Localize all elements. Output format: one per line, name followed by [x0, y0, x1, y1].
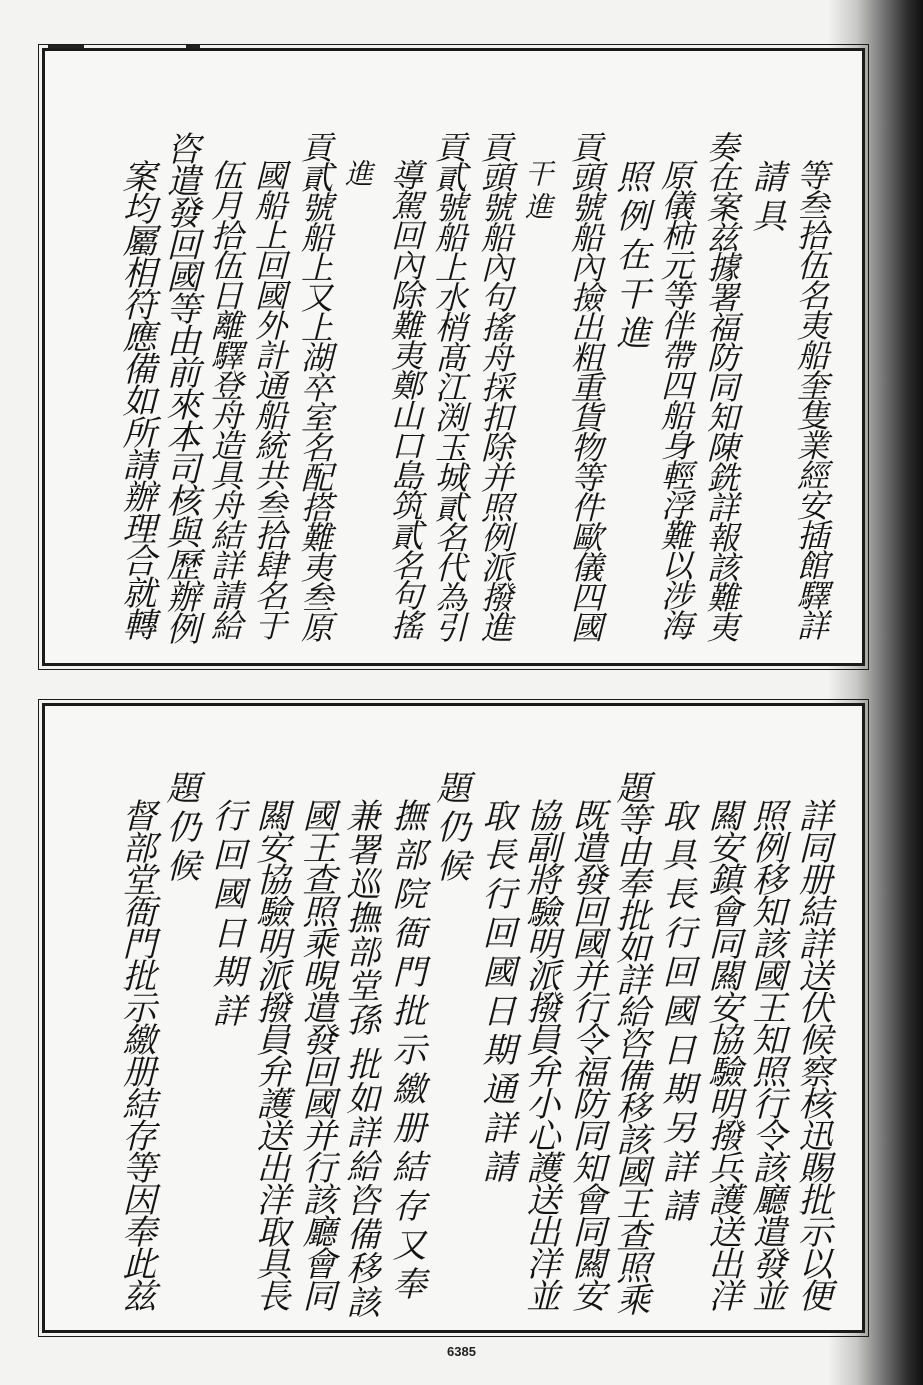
text-column: 題等由奉批如詳給咨備移該國王查照乘: [610, 770, 650, 1314]
text-column: 伍月拾伍日離驛登舟造具舟結詳請給: [206, 159, 244, 639]
text-column: 導駕回內除難夷鄭山口島筑貳名句搖: [386, 159, 424, 639]
text-column: 咨遣發回國等由前來本司核與歷辦例: [160, 131, 200, 643]
text-column: 撫部院衙門批示繳册結存又奉: [386, 798, 426, 1305]
text-column: 貢頭號船內句搖舟採扣除并照例派撥進: [476, 131, 514, 641]
bottom-text-panel: [42, 703, 865, 1333]
text-column: 督部堂衙門批示繳册結存等因奉此兹: [116, 798, 156, 1310]
text-column: 等叁拾伍名夷船奎隻業經安插館驛詳: [792, 159, 830, 639]
text-column: 貢貳號船上又上湖卒室名配搭難夷叁原: [296, 131, 334, 641]
text-column: 兼署巡撫部堂孫 批如詳給咨備移該: [340, 798, 380, 1319]
top-text-panel: [42, 48, 865, 666]
text-column: 照例移知該國王知照行令該廳遣發並: [746, 798, 786, 1310]
text-column: 既遣發回國并行令福防同知會同闗安: [566, 798, 606, 1310]
text-column: 行回國日期詳: [206, 798, 246, 1032]
text-column: 請具: [746, 159, 786, 237]
text-column: 國船上回國外計通船統共叁拾肆名于: [250, 159, 288, 639]
text-column: 貢貳號船上水梢髙江渕玉城貳名代為引: [430, 131, 468, 641]
text-column: 進: [341, 159, 374, 192]
text-column: 干進: [521, 159, 554, 225]
text-column: 原儀柿元等伴帶四船身輕浮難以涉海: [656, 159, 694, 639]
text-column: 貢頭號船內撿出粗重貨物等件歐儀四國: [566, 131, 604, 641]
text-column: 闗安鎮會同闗安協驗明撥兵護送出洋: [702, 798, 742, 1310]
page-number: 6385: [447, 1344, 476, 1359]
text-column: 協副將驗明派撥員弁小心護送出洋並: [520, 798, 560, 1310]
text-column: 取具長行回國日期另詳請: [656, 798, 696, 1227]
text-column: 國王查照乘晛遣發回國并行該廳會同: [296, 798, 336, 1310]
text-column: 案均屬相符應備如所請辦理合就轉: [116, 159, 156, 639]
text-column: 照例在干進: [610, 159, 650, 354]
text-column: 取長行回國日期通詳請: [476, 798, 516, 1188]
text-column: 題仍候: [430, 770, 470, 887]
text-column: 詳同册結詳送伏候察核迅賜批示以便: [792, 798, 832, 1310]
text-column: 奏在案兹據署福防同知陳銑詳報該難夷: [702, 131, 740, 641]
text-column: 題仍候: [160, 770, 200, 887]
text-column: 闗安協驗明派撥員弁護送出洋取具長: [250, 798, 290, 1310]
